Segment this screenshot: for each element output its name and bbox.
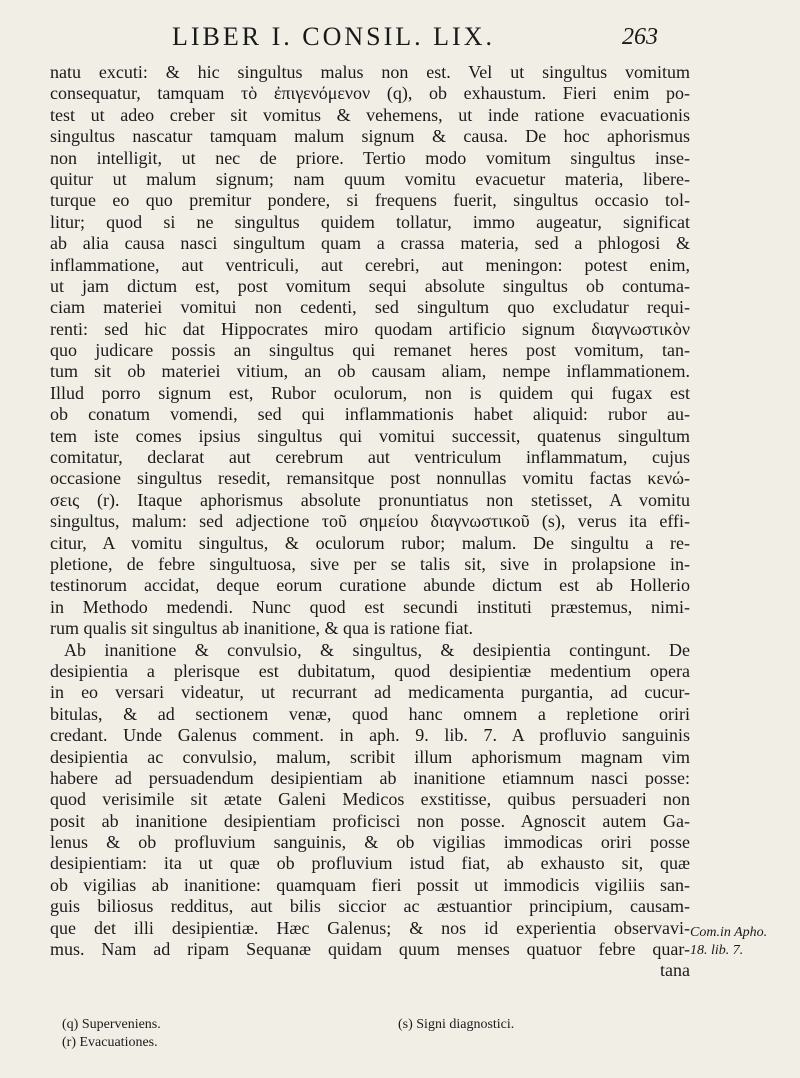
text-line: Ab inanitione & convulsio, & singultus, & desipientia contingunt. De <box>64 639 690 660</box>
text-line: mus. Nam ad ripam Sequanæ quidam quum menses quatuor febre quar- <box>50 939 690 960</box>
margin-note-line: Com.in Apho. <box>690 925 768 940</box>
body-text <box>50 62 690 982</box>
text-line: bitulas, & ad sectionem venæ, quod hanc omnem a repletione oriri <box>50 703 690 724</box>
text-line: habere ad persuadendum desipientiam ab inanitione etiamnum nasci posse: <box>50 767 690 788</box>
text-line: lenus & ob profluvium sanguinis, & ob vigilias immodicas oriri posse <box>50 832 690 853</box>
text-line: σεις (r). Itaque aphorismus absolute pronuntiatus non stetisset, A vomitu <box>50 489 690 510</box>
text-line: desipientiam: ita ut quæ ob profluvium istud fiat, ab exhausto sit, quæ <box>50 853 690 874</box>
page-number: 263 <box>622 24 658 50</box>
text-line: quitur ut malum signum; nam quum vomitu evacuetur materia, libere- <box>50 168 690 189</box>
text-line: posit ab inanitione desipientiam proficisci non posse. Agnoscit autem Ga- <box>50 810 690 831</box>
text-line: turque eo quo premitur pondere, si frequens fuerit, singultus occasio tol- <box>50 190 690 211</box>
text-line: occasione singultus resedit, remansitque post nonnullas vomitu factas κενώ- <box>50 468 690 489</box>
text-line: Illud porro signum est, Rubor oculorum, non is quidem qui fugax est <box>50 382 690 403</box>
text-line: ob conatum vomendi, sed qui inflammationis habet aliquid: rubor au- <box>50 404 690 425</box>
text-line: ab alia causa nasci singultum quam a crassa materia, sed a phlogosi & <box>50 233 690 254</box>
text-line: ciam materiei vomitui non cedenti, sed singultum quo excludatur requi- <box>50 297 690 318</box>
text-line: ob vigilias ab inanitione: quamquam fieri possit ut immodicis vigiliis san- <box>50 874 690 895</box>
text-line: que det illi desipientiæ. Hæc Galenus; & nos id experientia observavi- <box>50 917 690 938</box>
page-header <box>0 22 800 56</box>
text-line: testinorum accidat, deque eorum curatione abunde dictum est ab Hollerio <box>50 575 690 596</box>
margin-note <box>690 924 790 960</box>
text-line: non intelligit, ut nec de priore. Tertio modo vomitum singultus inse- <box>50 147 690 168</box>
running-head: LIBER I. CONSIL. LIX. <box>172 22 495 51</box>
text-line: quo judicare possis an singultus qui remanet heres post vomitum, tan- <box>50 340 690 361</box>
text-line: tem iste comes ipsius singultus qui vomitui successit, quatenus singultum <box>50 425 690 446</box>
text-line: in eo versari videatur, ut recurrant ad medicamenta purgantia, ad cucur- <box>50 682 690 703</box>
text-line: natu excuti: & hic singultus malus non est. Vel ut singultus vomitum <box>50 62 690 82</box>
text-line: tana <box>660 960 690 981</box>
text-line: inflammatione, aut ventriculi, aut cerebri, aut meningon: potest enim, <box>50 254 690 275</box>
text-line: desipientia a plerisque est dubitatum, quod desipientiæ medentium opera <box>50 660 690 681</box>
text-line: quod verisimile sit ætate Galeni Medicos exstitisse, quibus persuaderi non <box>50 789 690 810</box>
text-line: credant. Unde Galenus comment. in aph. 9. lib. 7. A profluvio sanguinis <box>50 725 690 746</box>
text-line: singultus, malum: sed adjectione τοῦ σημείου διαγνωστικοῦ (s), verus ita effi- <box>50 511 690 532</box>
text-line: renti: sed hic dat Hippocrates miro quodam artificio signum διαγνωστικὸν <box>50 318 690 339</box>
text-line: singultus nascatur tamquam malum signum & causa. De hoc aphorismus <box>50 126 690 147</box>
text-line: guis biliosus redditus, aut bilis siccior ac æstuantior principium, causam- <box>50 896 690 917</box>
margin-note-line: 18. lib. 7. <box>690 943 744 958</box>
footnote-q: (q) Superveniens. <box>62 1017 161 1032</box>
text-line: in Methodo medendi. Nunc quod est secundi instituti præstemus, nimi- <box>50 596 690 617</box>
text-line: rum qualis sit singultus ab inanitione, & qua is ratione fiat. <box>50 618 473 639</box>
text-line: desipientia ac convulsio, malum, scribit illum aphorismum magnam vim <box>50 746 690 767</box>
text-line: citur, A vomitu singultus, & oculorum rubor; malum. De singultu a re- <box>50 532 690 553</box>
footnote-r: (r) Evacuationes. <box>62 1035 158 1050</box>
text-line: ut jam dictum est, post vomitum sequi absolute singultus ob contuma- <box>50 275 690 296</box>
text-line: pletione, de febre singultuosa, sive per se talis sit, sive in prolapsione in- <box>50 553 690 574</box>
text-line: litur; quod si ne singultus quidem tollatur, immo augeatur, significat <box>50 211 690 232</box>
text-line: comitatur, declarat aut cerebrum aut ventriculum inflammatum, cujus <box>50 447 690 468</box>
text-line: consequatur, tamquam τὸ ἐπιγενόμενον (q), ob exhaustum. Fieri enim po- <box>50 83 690 104</box>
text-line: tum sit ob materiei vitium, an ob causam aliam, nempe inflammationem. <box>50 361 690 382</box>
footnote-s: (s) Signi diagnostici. <box>398 1017 515 1032</box>
text-line: test ut adeo creber sit vomitus & vehemens, ut inde ratione evacuationis <box>50 104 690 125</box>
